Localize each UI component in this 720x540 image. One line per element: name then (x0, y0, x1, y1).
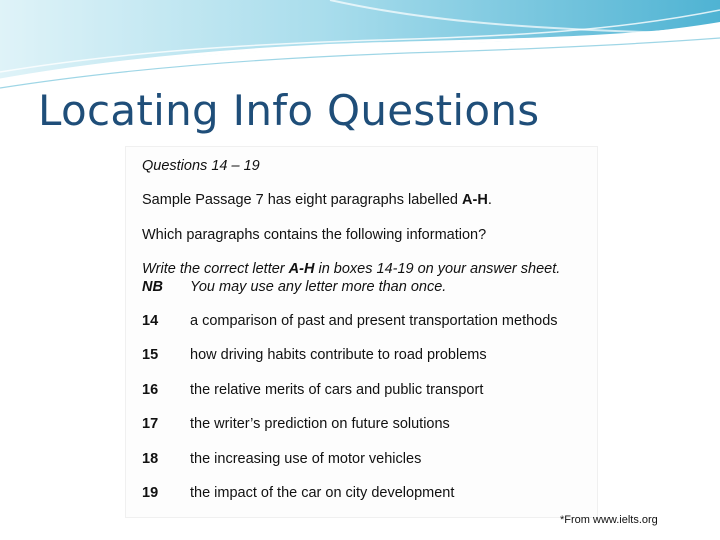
question-number: 14 (142, 313, 159, 329)
intro-suffix: . (487, 192, 492, 208)
questions-panel (125, 146, 598, 518)
question-text: the writer’s prediction on future solutions (190, 416, 450, 432)
header-wave-decoration (0, 0, 720, 100)
question-prompt: Which paragraphs contains the following information? (142, 227, 487, 243)
passage-intro (142, 192, 492, 208)
question-text: how driving habits contribute to road problems (190, 347, 487, 363)
nb-label: NB (142, 279, 163, 295)
answer-instruction (142, 261, 560, 277)
question-text: the increasing use of motor vehicles (190, 451, 422, 467)
questions-heading: Questions 14 – 19 (142, 158, 260, 174)
question-number: 19 (142, 485, 159, 501)
slide-title: Locating Info Questions (38, 86, 540, 135)
question-text: the relative merits of cars and public transport (190, 382, 484, 398)
instruction-letters: A-H (288, 261, 315, 277)
question-number: 16 (142, 382, 159, 398)
intro-letters: A-H (462, 192, 488, 208)
intro-prefix: Sample Passage 7 has eight paragraphs labelled (142, 192, 463, 208)
instruction-prefix: Write the correct letter (142, 261, 289, 277)
source-credit: *From www.ielts.org (560, 514, 658, 526)
question-number: 18 (142, 451, 159, 467)
question-number: 17 (142, 416, 159, 432)
question-number: 15 (142, 347, 159, 363)
question-text: a comparison of past and present transportation methods (190, 313, 558, 329)
instruction-suffix: in boxes 14-19 on your answer sheet. (314, 261, 561, 277)
nb-text: You may use any letter more than once. (190, 279, 447, 295)
question-text: the impact of the car on city development (190, 485, 455, 501)
